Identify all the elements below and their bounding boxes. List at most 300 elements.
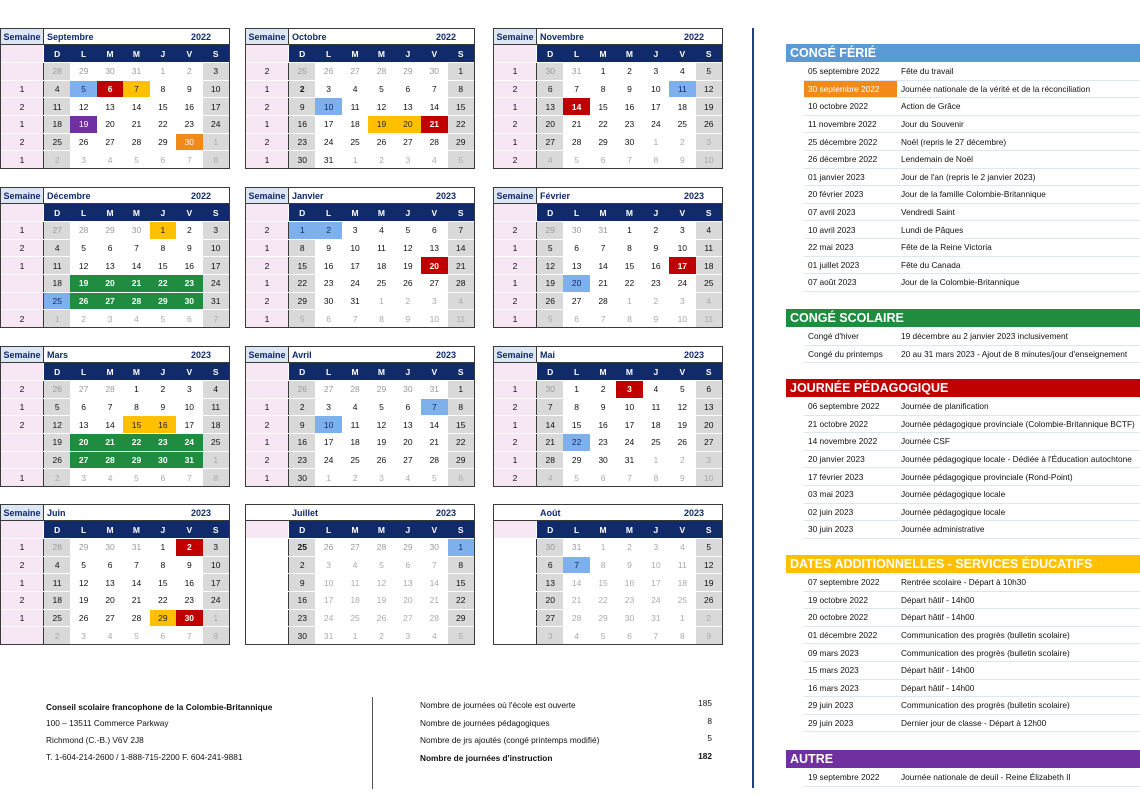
day-cell: 28 [429, 455, 440, 466]
day-cell: 25 [350, 613, 360, 624]
event-date: 29 juin 2023 [808, 718, 854, 729]
weekday-label: L [81, 524, 87, 535]
day-cell: 25 [44, 134, 70, 151]
weekday-label: D [547, 524, 554, 535]
week-row [246, 97, 474, 115]
day-cell: 8 [448, 399, 474, 416]
day-cell: 5 [81, 243, 86, 254]
week-row [1, 626, 229, 644]
weekday-label: V [679, 524, 686, 535]
day-cell: 15 [448, 98, 474, 115]
day-cell: 25 [44, 293, 70, 310]
event-date: 10 avril 2023 [808, 224, 856, 235]
weekday-label: J [653, 207, 659, 218]
week-number [1, 293, 44, 310]
week-row [1, 256, 229, 274]
weekday-label: S [457, 524, 464, 535]
weekday-header [494, 204, 722, 221]
month-year: 2022 [435, 31, 456, 42]
day-cell: 8 [379, 313, 384, 324]
week-number [246, 381, 289, 398]
event-date: 15 mars 2023 [808, 665, 859, 676]
day-cell: 27 [403, 455, 413, 466]
day-cell: 5 [574, 154, 579, 165]
week-row [494, 62, 722, 80]
day-cell: 13 [78, 419, 89, 430]
week-row [494, 380, 722, 398]
day-cell: 7 [421, 399, 447, 416]
day-cell: 28 [571, 137, 582, 148]
day-cell: 9 [289, 574, 315, 591]
day-cell: 16 [651, 260, 661, 271]
event-label: Jour du Souvenir [901, 119, 964, 130]
week-number: 2 [1, 310, 44, 327]
month-décembre [0, 187, 230, 328]
weekday-label: S [457, 207, 464, 218]
day-cell: 8 [627, 313, 632, 324]
day-cell: 11 [350, 419, 360, 430]
day-cell: 2 [653, 225, 659, 236]
day-cell: 1 [203, 134, 229, 151]
event-date: 05 septembre 2022 [808, 66, 880, 77]
weekday-label: M [625, 207, 634, 218]
event-label: Journée CSF [901, 436, 950, 447]
event-label: Journée nationale de la vérité et de la réconciliation [901, 83, 1091, 94]
day-cell: 28 [97, 452, 123, 469]
day-cell: 13 [537, 98, 563, 115]
day-cell: 23 [184, 595, 195, 606]
week-number: 1 [494, 452, 537, 469]
week-number: 1 [246, 275, 289, 292]
week-row [246, 309, 474, 327]
day-cell: 17 [203, 257, 229, 274]
day-cell: 29 [105, 225, 115, 236]
day-cell: 9 [326, 243, 331, 254]
weekday-label: J [405, 207, 411, 218]
day-cell: 5 [679, 384, 685, 395]
day-cell: 10 [624, 402, 635, 413]
day-cell: 1 [352, 630, 358, 641]
day-cell: 14 [429, 419, 440, 430]
month-header [494, 29, 722, 45]
stat-value: 5 [707, 733, 712, 743]
day-cell: 18 [350, 595, 360, 606]
day-cell: 4 [653, 384, 659, 395]
day-cell: 4 [44, 240, 70, 257]
day-cell: 9 [600, 402, 606, 413]
day-cell: 3 [696, 452, 722, 469]
event-date: 06 septembre 2022 [808, 401, 880, 412]
day-cell: 26 [376, 613, 387, 624]
weekday-label: M [106, 524, 114, 535]
event-row [804, 204, 1140, 222]
day-cell: 29 [150, 610, 176, 627]
day-cell: 30 [323, 296, 334, 307]
day-cell: 13 [537, 574, 563, 591]
month-novembre [493, 28, 723, 169]
day-cell: 15 [158, 101, 168, 112]
day-cell: 27 [105, 137, 115, 148]
day-cell: 5 [405, 225, 411, 236]
week-row [246, 573, 474, 591]
week-row [494, 221, 722, 239]
week-number: 1 [1, 539, 44, 556]
weekday-label: D [299, 207, 306, 218]
week-row [494, 150, 722, 168]
day-cell: 31 [598, 225, 608, 236]
day-cell: 6 [186, 313, 192, 324]
day-cell: 27 [403, 137, 413, 148]
weekday-label: L [574, 207, 580, 218]
day-cell: 24 [323, 613, 334, 624]
day-cell: 8 [160, 84, 166, 95]
event-label: Jour de la Colombie-Britannique [901, 277, 1020, 288]
day-cell: 1 [448, 539, 474, 556]
day-cell: 2 [696, 610, 722, 627]
day-cell: 5 [431, 472, 437, 483]
semaine-label: Semaine [246, 29, 289, 44]
month-year: 2023 [683, 507, 704, 518]
weekday-label: V [186, 524, 193, 535]
day-cell: 7 [574, 84, 579, 95]
day-cell: 8 [448, 557, 474, 574]
event-label: Fête de la Reine Victoria [901, 242, 992, 253]
week-number: 2 [494, 257, 537, 274]
month-octobre [245, 28, 475, 169]
section-header: CONGÉ SCOLAIRE [786, 309, 1140, 327]
day-cell: 30 [131, 225, 142, 236]
day-cell: 19 [376, 437, 387, 448]
day-cell: 4 [107, 472, 113, 483]
day-cell: 1 [352, 154, 358, 165]
stat-label: Nombre de journées pédagogiques [420, 718, 550, 728]
day-cell: 6 [405, 402, 411, 413]
day-cell: 4 [537, 469, 563, 486]
week-row [494, 256, 722, 274]
day-cell: 15 [158, 577, 168, 588]
day-cell: 13 [105, 101, 115, 112]
weekday-label: M [351, 366, 359, 377]
day-cell: 16 [150, 416, 176, 433]
day-cell: 26 [403, 278, 413, 289]
day-cell: 24 [677, 278, 688, 289]
day-cell: 6 [600, 472, 606, 483]
day-cell: 31 [651, 613, 661, 624]
day-cell: 30 [289, 151, 315, 168]
day-cell: 7 [431, 84, 437, 95]
day-cell: 3 [81, 472, 86, 483]
day-cell: 18 [677, 101, 688, 112]
week-row [246, 556, 474, 574]
day-cell: 27 [323, 384, 334, 395]
week-row [494, 97, 722, 115]
event-row [804, 151, 1140, 169]
week-number: 1 [494, 240, 537, 257]
day-cell: 25 [677, 595, 688, 606]
day-cell: 11 [677, 560, 687, 571]
week-number: 1 [494, 63, 537, 80]
day-cell: 2 [315, 222, 341, 239]
day-cell: 1 [448, 63, 474, 80]
day-cell: 22 [598, 595, 608, 606]
weekday-label: M [625, 48, 634, 59]
month-mars [0, 346, 230, 487]
day-cell: 14 [131, 577, 142, 588]
weekday-label: L [326, 48, 332, 59]
event-date: 22 mai 2023 [808, 242, 854, 253]
day-cell: 6 [405, 84, 411, 95]
day-cell: 20 [421, 257, 447, 274]
day-cell: 24 [350, 278, 360, 289]
week-number: 2 [494, 399, 537, 416]
section-header: JOURNÉE PÉDAGOGIQUE [786, 379, 1140, 397]
day-cell: 28 [78, 225, 89, 236]
week-number [1, 627, 44, 644]
day-cell: 11 [696, 310, 722, 327]
week-number: 2 [1, 592, 44, 609]
week-number: 1 [246, 116, 289, 133]
day-cell: 21 [429, 595, 440, 606]
month-year: 2023 [435, 507, 456, 518]
day-cell: 31 [131, 542, 142, 553]
day-cell: 30 [105, 542, 115, 553]
event-label: Communication des progrès (bulletin scolaire) [901, 700, 1070, 711]
week-number: 1 [246, 240, 289, 257]
day-cell: 20 [395, 116, 421, 133]
day-cell: 1 [150, 222, 176, 239]
week-number: 2 [246, 452, 289, 469]
week-number: 1 [1, 469, 44, 486]
event-row [804, 486, 1140, 504]
weekday-label: S [705, 48, 712, 59]
month-septembre [0, 28, 230, 169]
day-cell: 1 [203, 452, 229, 469]
day-cell: 27 [44, 222, 70, 239]
day-cell: 25 [203, 434, 229, 451]
day-cell: 7 [134, 560, 139, 571]
day-cell: 27 [105, 613, 115, 624]
day-cell: 18 [651, 419, 661, 430]
weekday-label: M [599, 524, 607, 535]
day-cell: 11 [44, 257, 70, 274]
day-cell: 21 [97, 434, 123, 451]
day-cell: 17 [350, 260, 360, 271]
weekday-header [1, 521, 229, 538]
section-header: AUTRE [786, 750, 1140, 768]
day-cell: 21 [571, 595, 582, 606]
day-cell: 26 [289, 381, 315, 398]
weekday-label: J [160, 524, 166, 535]
month-header [494, 347, 722, 363]
day-cell: 11 [44, 98, 70, 115]
day-cell: 8 [448, 81, 474, 98]
day-cell: 11 [203, 399, 229, 416]
day-cell: 21 [421, 116, 447, 133]
day-cell: 2 [176, 539, 202, 556]
month-year: 2023 [683, 190, 704, 201]
day-cell: 23 [598, 437, 608, 448]
weekday-label: D [299, 48, 306, 59]
day-cell: 14 [571, 577, 582, 588]
day-cell: 30 [571, 225, 582, 236]
section-header: CONGÉ FÉRIÉ [786, 44, 1140, 62]
weekday-label: M [625, 366, 634, 377]
event-label: Communication des progrès (bulletin scolaire) [901, 630, 1070, 641]
day-cell: 15 [598, 101, 608, 112]
day-cell: 1 [379, 296, 384, 307]
event-row [804, 680, 1140, 698]
day-cell: 23 [651, 278, 661, 289]
month-header [494, 188, 722, 204]
day-cell: 27 [403, 613, 413, 624]
weekday-label: J [653, 48, 659, 59]
weekday-label: M [106, 48, 114, 59]
day-cell: 14 [429, 577, 440, 588]
month-header [246, 29, 474, 45]
week-row [1, 591, 229, 609]
day-cell: 22 [563, 434, 589, 451]
event-date: 01 janvier 2023 [808, 171, 865, 182]
weekday-label: M [377, 366, 386, 377]
semaine-label: Semaine [1, 505, 44, 520]
week-number: 1 [246, 399, 289, 416]
day-cell: 2 [627, 542, 632, 553]
event-row [804, 116, 1140, 134]
day-cell: 19 [677, 419, 688, 430]
event-row [804, 398, 1140, 416]
weekday-label: D [299, 524, 306, 535]
month-header [494, 505, 722, 521]
month-year: 2022 [683, 31, 704, 42]
day-cell: 5 [537, 240, 563, 257]
day-cell: 21 [123, 275, 149, 292]
day-cell: 25 [350, 137, 360, 148]
day-cell: 7 [600, 313, 606, 324]
day-cell: 4 [379, 225, 384, 236]
day-cell: 24 [651, 119, 661, 130]
week-row [246, 591, 474, 609]
day-cell: 4 [44, 81, 70, 98]
week-number [1, 434, 44, 451]
day-cell: 6 [431, 225, 437, 236]
week-row [494, 309, 722, 327]
month-name: Décembre [47, 190, 91, 201]
event-label: Fête du Canada [901, 259, 961, 270]
weekday-label: D [547, 366, 554, 377]
day-cell: 1 [600, 66, 606, 77]
weekday-label: J [405, 366, 411, 377]
day-cell: 12 [78, 577, 89, 588]
month-name: Août [540, 507, 561, 518]
week-row [494, 591, 722, 609]
week-number [494, 557, 537, 574]
day-cell: 25 [651, 437, 661, 448]
weekday-label: L [574, 366, 580, 377]
month-février [493, 187, 723, 328]
week-number [1, 63, 44, 80]
weekday-label: S [212, 48, 219, 59]
day-cell: 13 [403, 419, 413, 430]
month-header [1, 347, 229, 363]
day-cell: 17 [203, 574, 229, 591]
week-number: 1 [246, 81, 289, 98]
day-cell: 5 [448, 151, 474, 168]
day-cell: 3 [326, 560, 331, 571]
month-mai [493, 346, 723, 487]
event-row [804, 328, 1140, 346]
day-cell: 9 [627, 560, 632, 571]
week-row [1, 239, 229, 257]
day-cell: 1 [44, 310, 70, 327]
event-row [804, 574, 1140, 592]
week-row [1, 451, 229, 469]
event-row [804, 433, 1140, 451]
weekday-label: M [132, 207, 141, 218]
day-cell: 2 [679, 455, 685, 466]
day-cell: 12 [696, 557, 722, 574]
day-cell: 20 [563, 275, 589, 292]
day-cell: 2 [289, 399, 315, 416]
day-cell: 12 [376, 101, 387, 112]
weekday-label: J [653, 524, 659, 535]
day-cell: 28 [571, 613, 582, 624]
day-cell: 24 [176, 434, 202, 451]
day-cell: 8 [653, 154, 659, 165]
event-label: 19 décembre au 2 janvier 2023 inclusivement [901, 331, 1068, 342]
week-row [494, 80, 722, 98]
day-cell: 12 [677, 402, 688, 413]
day-cell: 11 [651, 402, 661, 413]
weekday-label: S [705, 207, 712, 218]
day-cell: 16 [323, 260, 334, 271]
day-cell: 12 [537, 257, 563, 274]
day-cell: 8 [600, 560, 606, 571]
day-cell: 21 [598, 278, 608, 289]
day-cell: 14 [537, 416, 563, 433]
week-row [494, 398, 722, 416]
event-date: 16 mars 2023 [808, 682, 859, 693]
day-cell: 8 [289, 240, 315, 257]
day-cell: 23 [176, 275, 202, 292]
day-cell: 14 [131, 260, 142, 271]
day-cell: 9 [653, 243, 659, 254]
event-row [804, 644, 1140, 662]
day-cell: 28 [598, 296, 608, 307]
day-cell: 9 [186, 84, 192, 95]
day-cell: 31 [571, 66, 582, 77]
day-cell: 30 [598, 455, 608, 466]
weekday-header [246, 363, 474, 380]
week-row [1, 115, 229, 133]
day-cell: 12 [403, 243, 413, 254]
day-cell: 3 [203, 63, 229, 80]
day-cell: 28 [350, 384, 360, 395]
week-row [494, 626, 722, 644]
day-cell: 4 [431, 630, 437, 641]
event-row [804, 504, 1140, 522]
day-cell: 9 [289, 416, 315, 433]
day-cell: 5 [160, 313, 166, 324]
day-cell: 23 [624, 119, 635, 130]
weekday-label: S [457, 366, 464, 377]
day-cell: 2 [379, 630, 384, 641]
day-cell: 14 [105, 419, 115, 430]
day-cell: 29 [403, 542, 413, 553]
week-row [1, 573, 229, 591]
day-cell: 26 [44, 381, 70, 398]
month-name: Juin [47, 507, 66, 518]
event-label: Départ hâtif - 14h00 [901, 594, 975, 605]
